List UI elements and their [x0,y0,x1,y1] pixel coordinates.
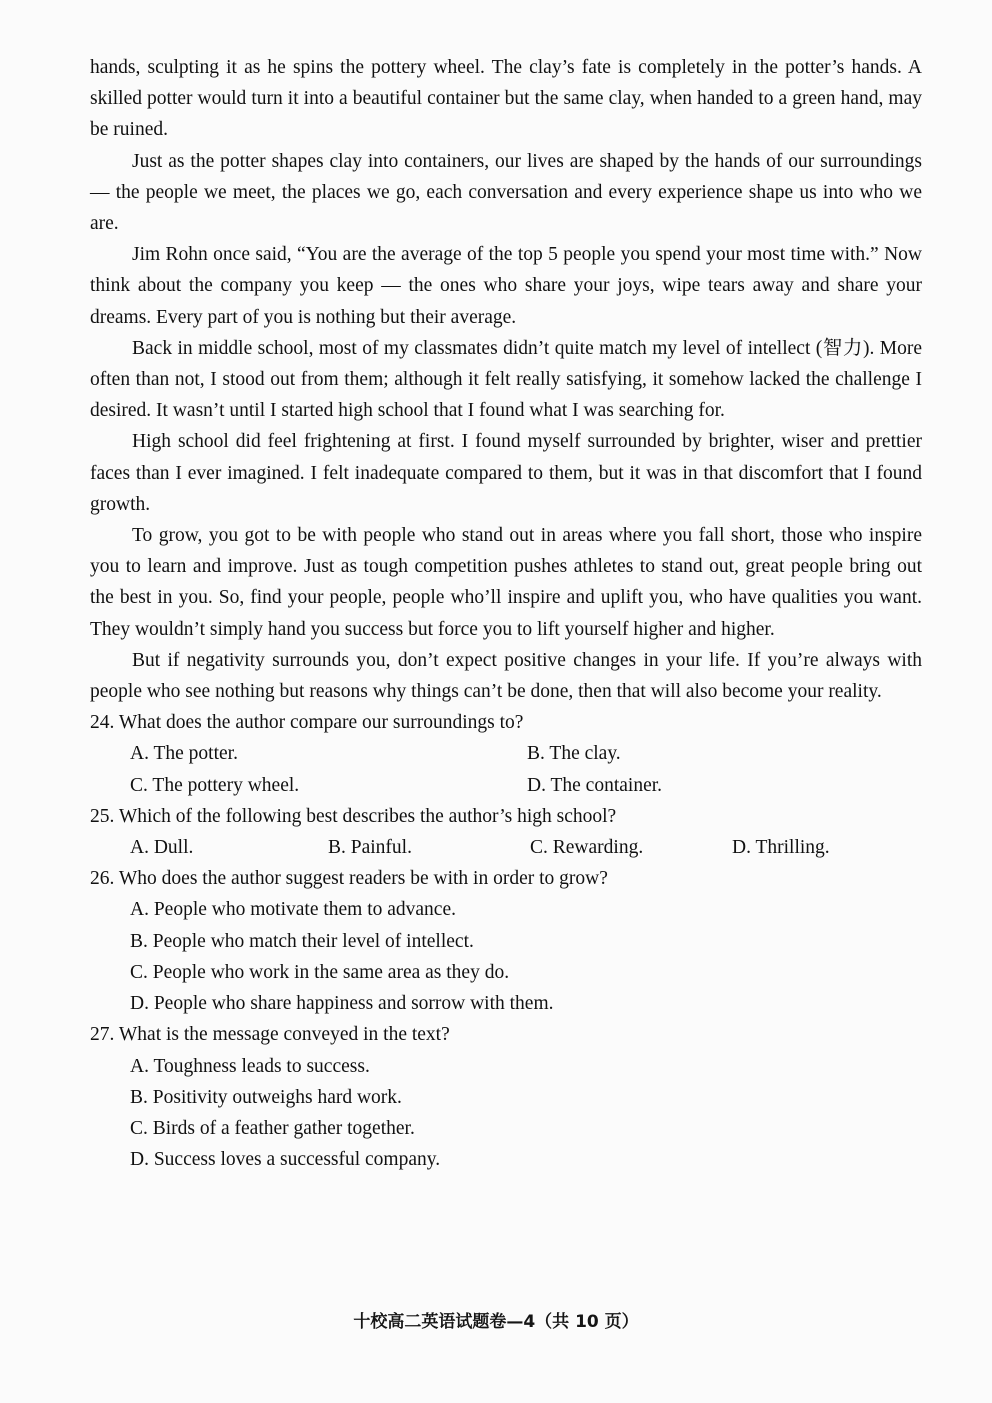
option-b: B. Positivity outweighs hard work. [130,1086,402,1108]
question-options [90,832,922,863]
passage-paragraph-3: Jim Rohn once said, “You are the average of the top 5 people you spend your most time with.” Now think about the company you keep — the ones who share your joys, wipe tears away and share your dreams. Every part of you is nothing but their average. [90,244,922,328]
option-b: B. The clay. [527,743,621,765]
question-25 [90,801,922,863]
question-stem: 24. What does the author compare our surroundings to? [90,712,524,734]
page-footer: 十校高二英语试题卷—4（共 10 页） [353,1312,639,1332]
option-d: D. Thrilling. [732,837,830,859]
passage-paragraph-4: Back in middle school, most of my classmates didn’t quite match my level of intellect (智力). More often than not, I stood out from them; although it felt really satisfying, it somehow lacked the challenge I desired. It wasn’t until I started high school that I found what I was searching for. [90,337,922,422]
option-d: D. The container. [527,774,663,796]
page-content [90,52,922,1175]
passage-paragraph-7: But if negativity surrounds you, don’t expect positive changes in your life. If you’re always with people who see nothing but reasons why things can’t be done, then that will also become your reality. [90,649,922,703]
option-c: C. People who work in the same area as they do. [130,961,510,983]
question-stem: 25. Which of the following best describes the author’s high school? [90,805,617,827]
option-a: A. Dull. [130,837,194,859]
option-c: C. Rewarding. [530,837,644,859]
option-a: A. Toughness leads to success. [130,1055,370,1077]
option-c: C. Birds of a feather gather together. [130,1117,415,1139]
question-27 [90,1019,922,1175]
option-b: B. People who match their level of intellect. [130,930,474,952]
question-options [90,1051,922,1176]
question-stem: 27. What is the message conveyed in the text? [90,1024,450,1046]
option-d: D. Success loves a successful company. [130,1149,441,1171]
passage-paragraph-5: High school did feel frightening at first. I found myself surrounded by brighter, wiser and prettier faces than I ever imagined. I felt inadequate compared to them, but it was in that discomfort that I found growth. [90,431,922,515]
question-26 [90,863,922,1019]
question-options [90,894,922,1019]
passage-paragraph-6: To grow, you got to be with people who stand out in areas where you fall short, those who inspire you to learn and improve. Just as tough competition pushes athletes to stand out, great people bring out the best in you. So, find your people, people who’ll inspire and uplift you, who have qualities you want. They wouldn’t simply hand you success but force you to lift yourself higher and higher. [90,525,922,640]
option-c: C. The pottery wheel. [130,774,300,796]
question-options [90,738,922,800]
option-d: D. People who share happiness and sorrow with them. [130,993,554,1015]
passage-paragraph-1: hands, sculpting it as he spins the pottery wheel. The clay’s fate is completely in the potter’s hands. A skilled potter would turn it into a beautiful container but the same clay, when handed to a green hand, may be ruined. [90,57,922,141]
question-24 [90,707,922,801]
option-a: A. The potter. [130,743,238,765]
passage-paragraph-2: Just as the potter shapes clay into containers, our lives are shaped by the hands of our surroundings — the people we meet, the places we go, each conversation and every experience shape us into who we are. [90,150,922,235]
option-b: B. Painful. [328,837,412,859]
reading-passage [90,52,922,707]
option-a: A. People who motivate them to advance. [130,899,456,921]
question-stem: 26. Who does the author suggest readers be with in order to grow? [90,868,608,890]
